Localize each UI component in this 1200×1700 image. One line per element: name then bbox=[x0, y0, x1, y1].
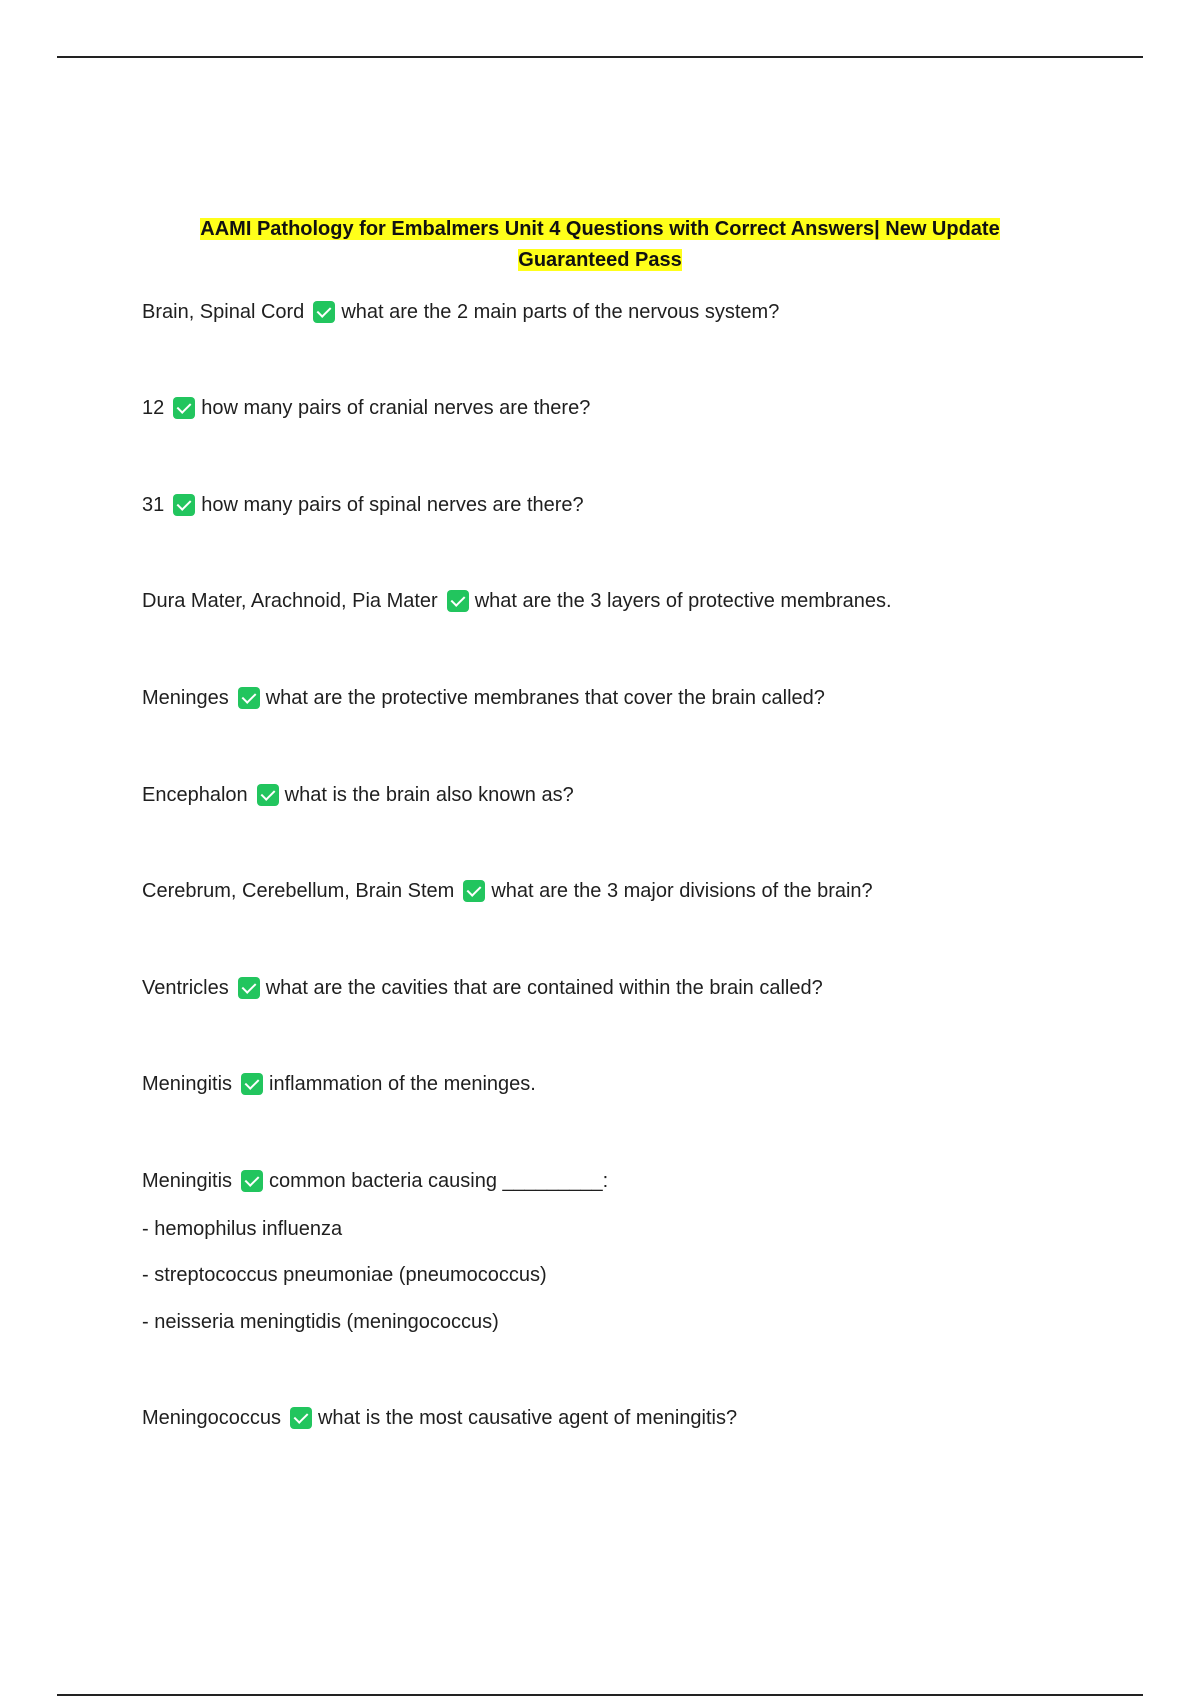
check-mark-icon bbox=[173, 494, 195, 516]
answer-text: Cerebrum, Cerebellum, Brain Stem bbox=[142, 880, 455, 902]
check-mark-icon bbox=[290, 1407, 312, 1429]
check-mark-icon bbox=[463, 880, 485, 902]
question-text: what are the cavities that are contained within the brain called? bbox=[265, 977, 823, 999]
header-rule bbox=[57, 56, 1143, 58]
check-mark-icon bbox=[241, 1073, 263, 1095]
qa-item bbox=[142, 878, 873, 904]
question-text: what are the 3 major divisions of the brain? bbox=[491, 880, 873, 902]
qa-item bbox=[142, 685, 825, 711]
answer-text: Meninges bbox=[142, 687, 229, 709]
check-mark-icon bbox=[173, 397, 195, 419]
answer-text: Meningitis bbox=[142, 1170, 233, 1192]
answer-text: 12 bbox=[142, 397, 165, 419]
check-mark-icon bbox=[447, 590, 469, 612]
check-mark-icon bbox=[238, 687, 260, 709]
qa-item bbox=[142, 1071, 536, 1097]
qa-item bbox=[142, 782, 574, 808]
bacteria-list-item: - hemophilus influenza bbox=[142, 1218, 343, 1240]
question-text: inflammation of the meninges. bbox=[269, 1073, 536, 1095]
answer-text: Brain, Spinal Cord bbox=[142, 301, 305, 323]
question-text: what are the protective membranes that cover the brain called? bbox=[265, 687, 825, 709]
qa-item bbox=[142, 395, 590, 421]
answer-text: Ventricles bbox=[142, 977, 229, 999]
qa-item bbox=[142, 975, 823, 1001]
check-mark-icon bbox=[238, 977, 260, 999]
title-line-2: Guaranteed Pass bbox=[518, 249, 682, 271]
qa-item bbox=[142, 588, 892, 614]
qa-item bbox=[142, 492, 584, 518]
answer-text: Dura Mater, Arachnoid, Pia Mater bbox=[142, 590, 438, 612]
title-line-1: AAMI Pathology for Embalmers Unit 4 Questions with Correct Answers| New Update bbox=[200, 218, 1000, 240]
answer-text: 31 bbox=[142, 494, 165, 516]
footer-rule bbox=[57, 1694, 1143, 1696]
question-text: what are the 3 layers of protective membranes. bbox=[474, 590, 892, 612]
qa-item bbox=[142, 1405, 737, 1431]
check-mark-icon bbox=[241, 1170, 263, 1192]
question-text: what are the 2 main parts of the nervous system? bbox=[341, 301, 780, 323]
question-text: how many pairs of spinal nerves are there? bbox=[201, 494, 584, 516]
question-text: what is the brain also known as? bbox=[284, 784, 574, 806]
qa-item bbox=[142, 1168, 608, 1194]
question-text: common bacteria causing _________: bbox=[269, 1170, 609, 1192]
document-title bbox=[100, 214, 1100, 276]
bacteria-list-item: - streptococcus pneumoniae (pneumococcus) bbox=[142, 1264, 547, 1286]
answer-text: Meningococcus bbox=[142, 1407, 281, 1429]
bacteria-list-item: - neisseria meningtidis (meningococcus) bbox=[142, 1311, 499, 1333]
question-text: how many pairs of cranial nerves are there? bbox=[201, 397, 591, 419]
answer-text: Meningitis bbox=[142, 1073, 233, 1095]
answer-text: Encephalon bbox=[142, 784, 248, 806]
question-text: what is the most causative agent of meningitis? bbox=[317, 1407, 738, 1429]
check-mark-icon bbox=[257, 784, 279, 806]
qa-item bbox=[142, 299, 779, 325]
check-mark-icon bbox=[313, 301, 335, 323]
